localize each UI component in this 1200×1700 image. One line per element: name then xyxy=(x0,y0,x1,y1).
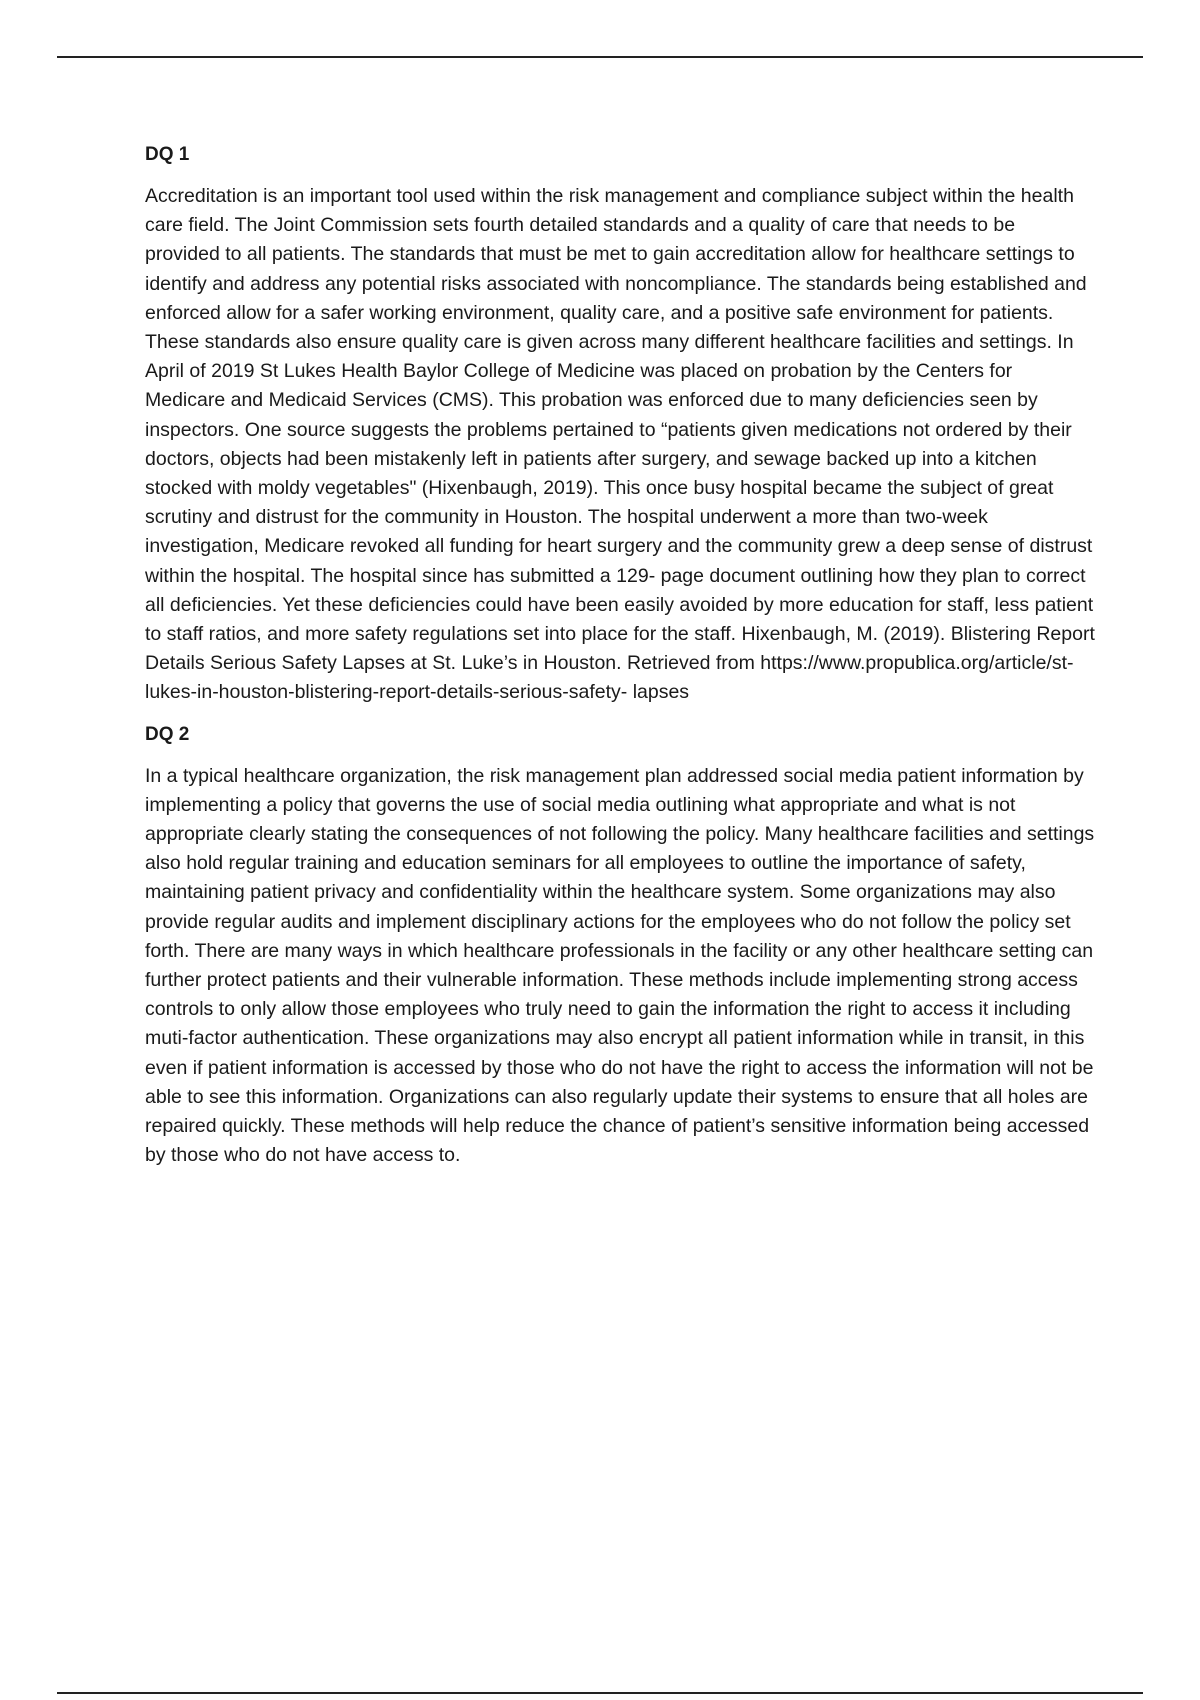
section-heading: DQ 1 xyxy=(145,144,190,165)
section-heading: DQ 2 xyxy=(145,723,190,745)
section-paragraph: Accreditation is an important tool used within the risk management and compliance subject within the health care field. The Joint Commission sets fourth detailed standards and a quality of care that needs to be provided to all patients. The standards that must be met to gain accreditation allow for healthcare settings to identify and address any potential risks associated with noncompliance. The standards being established and enforced allow for a safer working environment, quality care, and a positive safe environment for patients. These standards also ensure quality care is given across many different healthcare facilities and settings. In April of 2019 St Lukes Health Baylor College of Medicine was placed on probation by the Centers for Medicare and Medicaid Services (CMS). This probation was enforced due to many deficiencies seen by inspectors. One source suggests the problems pertained to “patients given medications not ordered by their doctors, objects had been mistakenly left in patients after surgery, and sewage backed up into a kitchen stocked with moldy vegetables" (Hixenbaugh, 2019). This once busy hospital became the subject of great scrutiny and distrust for the community in Houston. The hospital underwent a more than two-week investigation, Medicare revoked all funding for heart surgery and the community grew a deep sense of distrust within the hospital. The hospital since has submitted a 129- page document outlining how they plan to correct all deficiencies. Yet these deficiencies could have been easily avoided by more education for staff, less patient to staff ratios, and more safety regulations set into place for the staff. Hixenbaugh, M. (2019). Blistering Report Details Serious Safety Lapses at St. Luke’s in Houston. Retrieved from https://www.propublica.org/article/st-lukes-in-houston-blistering-report-details-serious-safety- lapses xyxy=(145,185,1095,704)
footer-rule xyxy=(57,1692,1143,1694)
section-dq2 xyxy=(145,720,1095,1171)
section-dq1 xyxy=(145,140,1095,708)
document-body xyxy=(145,140,1095,1183)
section-paragraph: In a typical healthcare organization, the risk management plan addressed social media patient information by implementing a policy that governs the use of social media outlining what appropriate and what is not appropriate clearly stating the consequences of not following the policy. Many healthcare facilities and settings also hold regular training and education seminars for all employees to outline the importance of safety, maintaining patient privacy and confidentiality within the healthcare system. Some organizations may also provide regular audits and implement disciplinary actions for the employees who do not follow the policy set forth. There are many ways in which healthcare professionals in the facility or any other healthcare setting can further protect patients and their vulnerable information. These methods include implementing strong access controls to only allow those employees who truly need to gain the information the right to access it including muti-factor authentication. These organizations may also encrypt all patient information while in transit, in this even if patient information is accessed by those who do not have the right to access the information will not be able to see this information. Organizations can also regularly update their systems to ensure that all holes are repaired quickly. These methods will help reduce the chance of patient’s sensitive information being accessed by those who do not have access to. xyxy=(145,764,1095,1167)
header-rule xyxy=(57,56,1143,58)
